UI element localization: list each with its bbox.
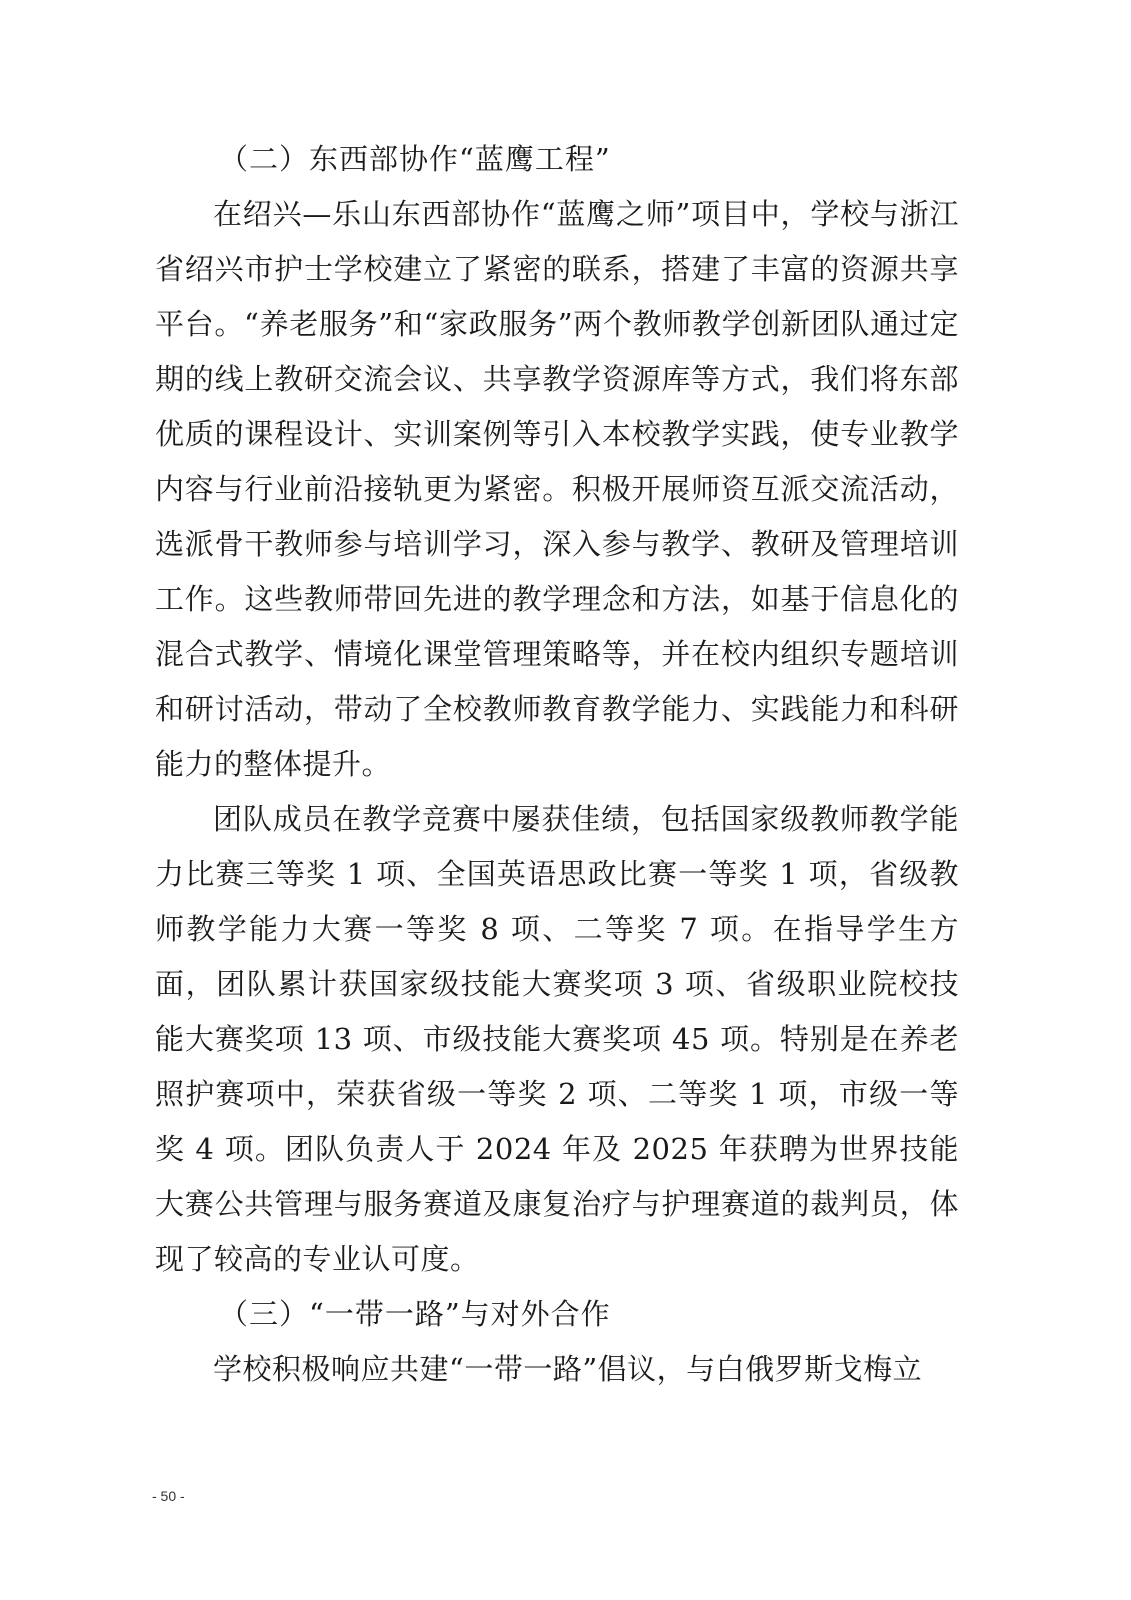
paragraph-belt-and-road: 学校积极响应共建“一带一路”倡议，与白俄罗斯戈梅立 <box>213 1352 923 1386</box>
section-heading-east-west-cooperation: （二）东西部协作“蓝鹰工程” <box>219 142 611 176</box>
page-number: - 50 - <box>152 1488 185 1504</box>
paragraph-team-achievements: 团队成员在教学竞赛中屡获佳绩，包括国家级教师教学能力比赛三等奖 1 项、全国英语思政比赛一等奖 1 项，省级教师教学能力大赛一等奖 8 项、二等奖 7 项。在指导学生方面，团队累计获国家级技能大赛奖项 3 项、省级职业院校技能大赛奖项 13 项、市级技能大赛奖项 45 项。特别是在养老照护赛项中，荣获省级一等奖 2 项、二等奖 1 项，市级一等奖 4 项。团队负责人于 2024 年及 2025 年获聘为世界技能大赛公共管理与服务赛道及康复治疗与护理赛道的裁判员，体现了较高的专业认可度。 <box>155 802 959 1276</box>
paragraph-cooperation-project: 在绍兴—乐山东西部协作“蓝鹰之师”项目中，学校与浙江省绍兴市护士学校建立了紧密的联系，搭建了丰富的资源共享平台。“养老服务”和“家政服务”两个教师教学创新团队通过定期的线上教研交流会议、共享教学资源库等方式，我们将东部优质的课程设计、实训案例等引入本校教学实践，使专业教学内容与行业前沿接轨更为紧密。积极开展师资互派交流活动，选派骨干教师参与培训学习，深入参与教学、教研及管理培训工作。这些教师带回先进的教学理念和方法，如基于信息化的混合式教学、情境化课堂管理策略等，并在校内组织专题培训和研讨活动，带动了全校教师教育教学能力、实践能力和科研能力的整体提升。 <box>155 197 959 781</box>
section-heading-belt-and-road: （三）“一带一路”与对外合作 <box>219 1297 611 1331</box>
page-content <box>155 132 959 1397</box>
